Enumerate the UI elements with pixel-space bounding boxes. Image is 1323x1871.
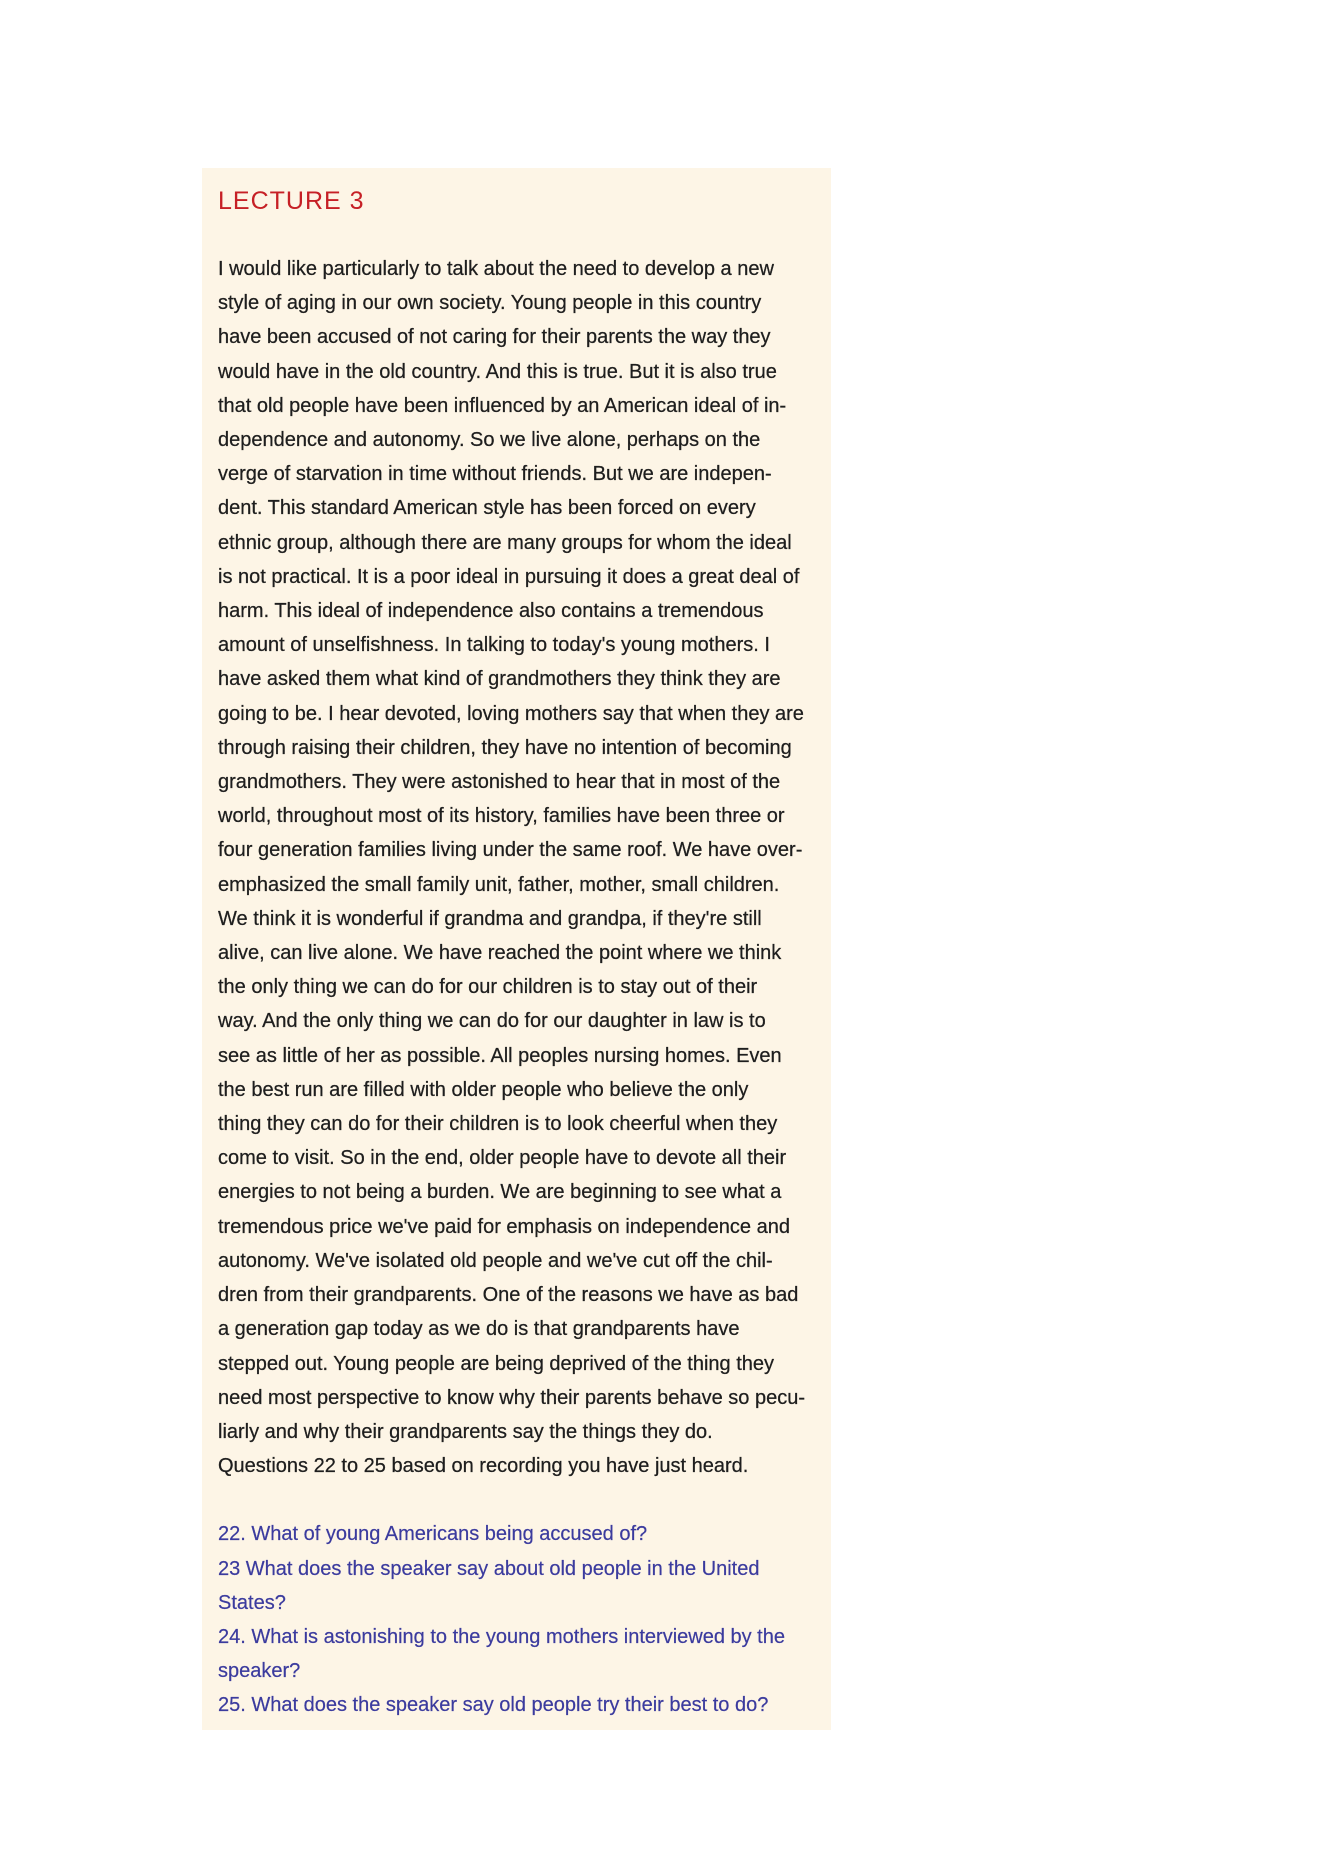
transcript-line: tremendous price we've paid for emphasis on independence and: [218, 1215, 790, 1238]
transcript-line: need most perspective to know why their parents behave so pecu-: [218, 1386, 805, 1409]
transcript-line: have been accused of not caring for their parents the way they: [218, 326, 771, 349]
transcript-line: through raising their children, they have no intention of becoming: [218, 736, 792, 759]
transcript-line: dent. This standard American style has been forced on every: [218, 497, 756, 520]
transcript-line: dependence and autonomy. So we live alone, perhaps on the: [218, 429, 761, 452]
transcript-line: a generation gap today as we do is that grandparents have: [218, 1318, 740, 1341]
transcript-line: I would like particularly to talk about the need to develop a new: [218, 258, 774, 280]
transcript-line: grandmothers. They were astonished to hear that in most of the: [218, 771, 781, 794]
question-24: 24. What is astonishing to the young mothers interviewed by the: [218, 1625, 785, 1648]
transcript-line: stepped out. Young people are being deprived of the thing they: [218, 1352, 775, 1375]
transcript-line: the best run are filled with older people who believe the only: [218, 1078, 749, 1101]
transcript-line: ethnic group, although there are many groups for whom the ideal: [218, 531, 792, 554]
transcript-line: that old people have been influenced by an American ideal of in-: [218, 394, 787, 417]
transcript-text: [218, 218, 813, 1483]
transcript-line: verge of starvation in time without friends. But we are indepen-: [218, 463, 772, 486]
lecture-heading: LECTURE 3: [218, 187, 365, 215]
transcript-line: four generation families living under the same roof. We have over-: [218, 839, 803, 862]
transcript-line: Questions 22 to 25 based on recording you have just heard.: [218, 1455, 749, 1478]
transcript-line: see as little of her as possible. All peoples nursing homes. Even: [218, 1044, 782, 1067]
question-23: 23 What does the speaker say about old people in the United: [218, 1557, 760, 1580]
question-22: 22. What of young Americans being accused of?: [218, 1523, 648, 1546]
transcript-line: way. And the only thing we can do for our daughter in law is to: [218, 1010, 766, 1033]
transcript-line: have asked them what kind of grandmothers they think they are: [218, 668, 781, 691]
question-23-continued: States?: [218, 1591, 286, 1614]
transcript-line: would have in the old country. And this is true. But it is also true: [218, 360, 777, 383]
transcript-line: the only thing we can do for our children is to stay out of their: [218, 976, 758, 999]
transcript-line: alive, can live alone. We have reached the point where we think: [218, 942, 782, 965]
transcript-line: We think it is wonderful if grandma and grandpa, if they're still: [218, 907, 762, 930]
question-list: [218, 1483, 813, 1722]
transcript-line: come to visit. So in the end, older people have to devote all their: [218, 1147, 787, 1170]
transcript-line: thing they can do for their children is to look cheerful when they: [218, 1113, 778, 1136]
transcript-line: dren from their grandparents. One of the reasons we have as bad: [218, 1284, 799, 1307]
transcript-line: liarly and why their grandparents say the things they do.: [218, 1420, 713, 1443]
transcript-line: autonomy. We've isolated old people and we've cut off the chil-: [218, 1249, 773, 1272]
lecture-panel: [202, 168, 831, 1730]
transcript-line: going to be. I hear devoted, loving mothers say that when they are: [218, 702, 804, 725]
question-24-continued: speaker?: [218, 1660, 301, 1683]
question-25: 25. What does the speaker say old people try their best to do?: [218, 1694, 769, 1717]
transcript-line: style of aging in our own society. Young people in this country: [218, 292, 762, 315]
transcript-line: world, throughout most of its history, families have been three or: [218, 805, 785, 828]
transcript-line: harm. This ideal of independence also contains a tremendous: [218, 600, 764, 623]
transcript-line: is not practical. It is a poor ideal in pursuing it does a great deal of: [218, 565, 800, 588]
transcript-line: amount of unselfishness. In talking to today's young mothers. I: [218, 634, 770, 657]
transcript-line: energies to not being a burden. We are beginning to see what a: [218, 1181, 782, 1204]
transcript-line: emphasized the small family unit, father, mother, small children.: [218, 873, 780, 896]
